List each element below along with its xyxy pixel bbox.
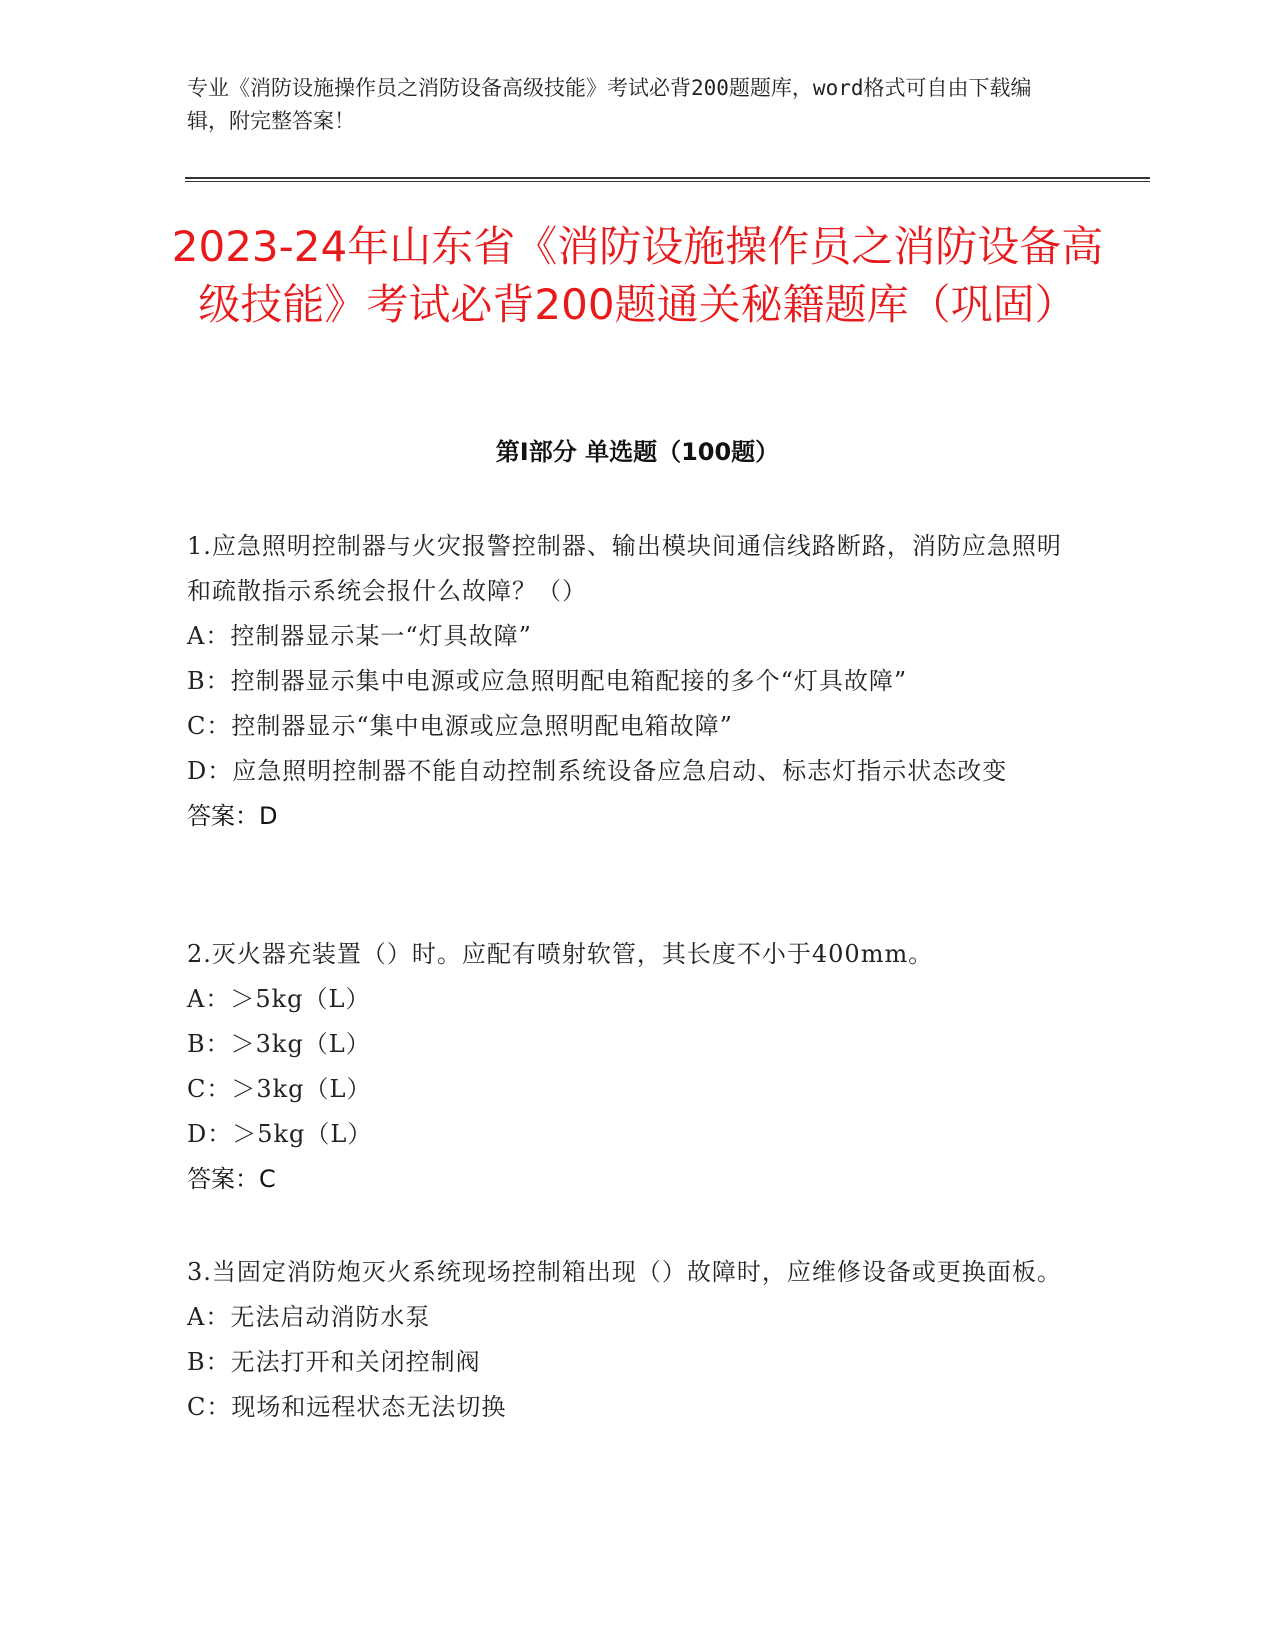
question-1 [187,524,1067,839]
question-stem: 2.灭火器充装置（）时。应配有喷射软管，其长度不小于400mm。 [187,940,934,968]
option-b: B：控制器显示集中电源或应急照明配电箱配接的多个“灯具故障” [187,667,908,695]
answer: 答案：C [187,1165,276,1193]
option-b: B：＞3kg（L） [187,1030,371,1058]
section-title: 第I部分 单选题（100题） [495,438,780,466]
option-b: B：无法打开和关闭控制阀 [187,1348,481,1376]
question-3 [187,1250,1067,1430]
header-note: 专业《消防设施操作员之消防设备高级技能》考试必背200题题库，word格式可自由下载编辑，附完整答案！ [187,76,1032,133]
option-d: D：应急照明控制器不能自动控制系统设备应急启动、标志灯指示状态改变 [187,757,1008,785]
header-rule-thin [185,181,1150,182]
option-c: C：＞3kg（L） [187,1075,372,1103]
question-stem: 3.当固定消防炮灭火系统现场控制箱出现（）故障时，应维修设备或更换面板。 [187,1258,1062,1286]
option-c: C：现场和远程状态无法切换 [187,1393,507,1421]
question-stem: 1.应急照明控制器与火灾报警控制器、输出模块间通信线路断路，消防应急照明和疏散指示系统会报什么故障？（） [187,532,1062,605]
option-a: A：无法启动消防水泵 [187,1303,431,1331]
option-a: A：＞5kg（L） [187,985,371,1013]
option-a: A：控制器显示某一“灯具故障” [187,622,532,650]
document-title: 2023-24年山东省《消防设施操作员之消防设备高级技能》考试必背200题通关秘籍题库（巩固） [171,222,1104,329]
answer: 答案：D [187,802,278,830]
option-c: C：控制器显示“集中电源或应急照明配电箱故障” [187,712,733,740]
header-rule-thick [185,177,1150,179]
option-d: D：＞5kg（L） [187,1120,373,1148]
question-2 [187,932,1067,1202]
